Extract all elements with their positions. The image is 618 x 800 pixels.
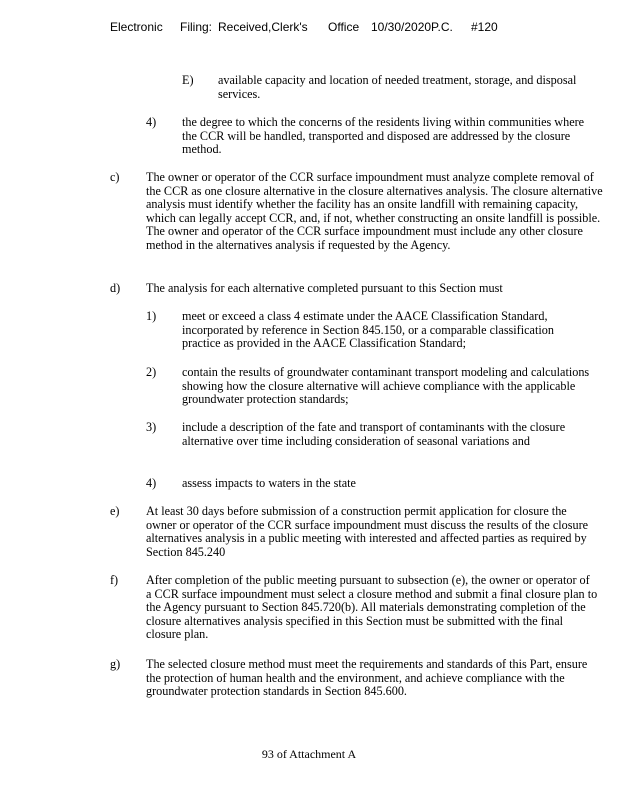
item-label: e) <box>110 504 120 518</box>
item-text: The selected closure method must meet the requirements and standards of this Part, ensure the protection of human health and the environment, and achieve compliance with the groundwater protection standards in Section 845.600. <box>146 657 588 699</box>
item-text: available capacity and location of needed treatment, storage, and disposal services. <box>218 73 577 101</box>
item-label: f) <box>110 573 119 587</box>
item-label: c) <box>110 170 120 184</box>
header-received: Received,Clerk's <box>218 20 308 34</box>
header-office: Office <box>328 20 360 34</box>
header-date: 10/30/2020P.C. <box>371 20 453 34</box>
item-text: include a description of the fate and transport of contaminants with the closure alternative over time including consideration of seasonal variations and <box>182 420 566 448</box>
item-label: 4) <box>146 115 157 129</box>
item-label: 2) <box>146 365 157 379</box>
item-text: The analysis for each alternative completed pursuant to this Section must <box>146 281 503 295</box>
item-label: d) <box>110 281 121 295</box>
item-text: After completion of the public meeting pursuant to subsection (e), the owner or operator of a CCR surface impoundment must select a closure method and submit a final closure plan to the Agency pursuant to Section 845.720(b). All materials demonstrating completion of the closure alternatives analysis specified in this Section must be submitted with the final closure plan. <box>146 573 598 642</box>
item-text: assess impacts to waters in the state <box>182 476 356 490</box>
item-text: At least 30 days before submission of a construction permit application for closure the owner or operator of the CCR surface impoundment must discuss the results of the closure alternatives analysis in a public meeting with interested and affected parties as required by Section 845.240 <box>146 504 589 559</box>
item-text: the degree to which the concerns of the residents living within communities where the CCR will be handled, transported and disposed are addressed by the closure method. <box>182 115 585 157</box>
item-label: g) <box>110 657 121 671</box>
item-label: 4) <box>146 476 157 490</box>
item-label: 3) <box>146 420 157 434</box>
page-footer: 93 of Attachment A <box>261 747 357 761</box>
item-text: meet or exceed a class 4 estimate under the AACE Classification Standard, incorporated by reference in Section 845.150, or a comparable classification practice as provided in the AACE Classification Standard; <box>182 309 554 351</box>
item-label: E) <box>182 73 194 87</box>
header-electronic: Electronic <box>110 20 163 34</box>
header-filing: Filing: <box>180 20 213 34</box>
header-number: #120 <box>471 20 498 34</box>
item-text: contain the results of groundwater contaminant transport modeling and calculations showing how the closure alternative will achieve compliance with the applicable groundwater protection standards; <box>182 365 590 407</box>
item-label: 1) <box>146 309 157 323</box>
item-text: The owner or operator of the CCR surface impoundment must analyze complete removal of the CCR as one closure alternative in the closure alternatives analysis. The closure alternative analysis must identify whether the facility has an onsite landfill with remaining capacity, which can legally accept CCR, and, if not, whether constructing an onsite landfill is possible. The owner and operator of the CCR surface impoundment must include any other closure method in the alternatives analysis if requested by the Agency. <box>146 170 603 252</box>
